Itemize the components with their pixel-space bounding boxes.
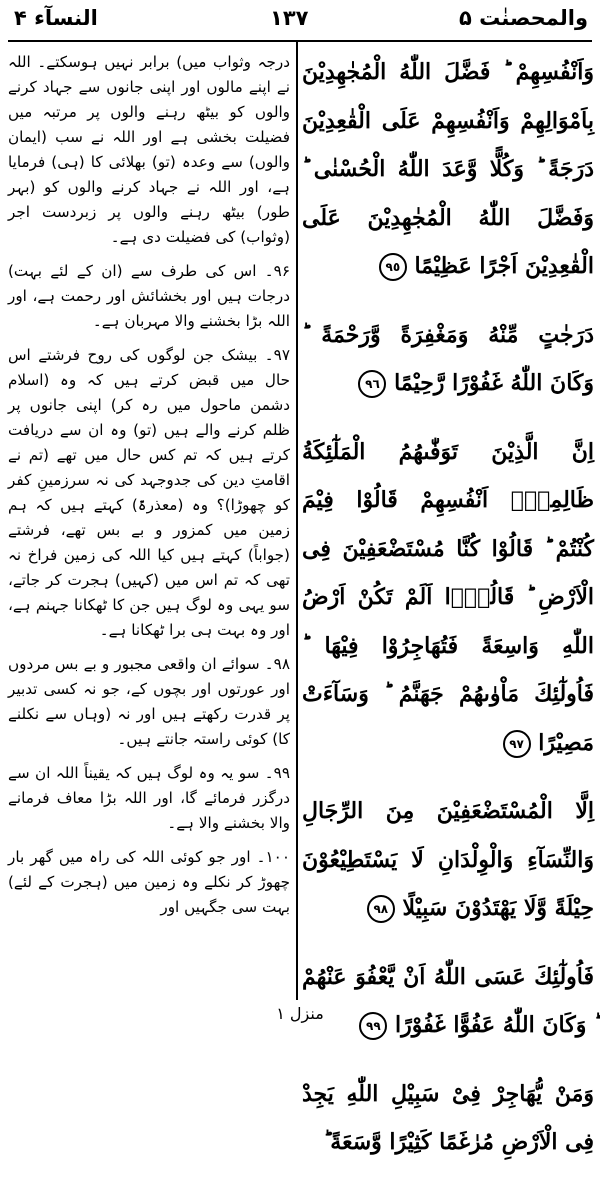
surah-name: النسآء ۴: [14, 6, 98, 30]
translation-paragraph: ۹۸۔ سوائے ان واقعی مجبور و بے بس مردوں اور عورتوں اور بچوں کے، جو نہ کسی تدبیر پر قدرت رکھتے ہیں اور نہ (وہاں سے نکلنے کا) کوئی راستہ جانتے ہیں۔: [8, 655, 290, 748]
arabic-verse-text: وَاَنْفُسِهِمْ ؕ فَضَّلَ اللّٰهُ الْمُجٰهِدِيْنَ بِاَمْوَالِهِمْ وَاَنْفُسِهِمْ عَلَى الْقٰعِدِيْنَ دَرَجَةً ؕ وَكُلًّا وَّعَدَ اللّٰهُ الْحُسْنٰى ؕ وَفَضَّلَ اللّٰهُ الْمُجٰهِدِيْنَ عَلَى الْقٰعِدِيْنَ اَجْرًا عَظِيْمًا: [302, 59, 594, 279]
translation-paragraph: ۹۶۔ اس کی طرف سے (ان کے لئے بہت) درجات ہیں اور بخشائش اور رحمت ہے، اور اللہ بڑا بخشنے والا مہربان ہے۔: [8, 262, 290, 330]
arabic-verse-block: [302, 953, 594, 1050]
manzil-footer: منزل ١: [276, 1004, 324, 1023]
ayah-marker: ٩٧: [503, 730, 531, 758]
ayah-marker: ٩٥: [379, 253, 407, 281]
ayah-marker: ٩٨: [367, 895, 395, 923]
translation-paragraph: درجہ وثواب میں) برابر نہیں ہوسکتے۔ اللہ نے اپنے مالوں اور اپنی جانوں سے جہاد کرنے والوں کو بیٹھ رہنے والوں پر مرتبہ میں فضیلت بخشی ہے اور اللہ نے سب (ایمان والوں) سے وعدہ (تو) بھلائی کا (ہی) فرمایا ہے، اور اللہ نے جہاد کرنے والوں کو (بہر طور) بیٹھ رہنے والوں پر زبردست اجر (وثواب) کی فضیلت دی ہے۔: [8, 53, 290, 246]
header-divider: [8, 40, 592, 42]
arabic-verse-block: [302, 311, 594, 408]
arabic-verse-text: وَمَنْ يُّهَاجِرْ فِىْ سَبِيْلِ اللّٰهِ يَجِدْ فِى الْاَرْضِ مُرٰغَمًا كَثِيْرًا وَّسَعَةً ؕ: [302, 1080, 594, 1155]
juz-name: والمحصنٰت ۵: [459, 6, 588, 30]
arabic-verse-block: [302, 1070, 594, 1167]
arabic-verse-block: [302, 48, 594, 291]
translation-paragraph: ۱۰۰۔ اور جو کوئی اللہ کی راہ میں گھر بار چھوڑ کر نکلے وہ زمین میں (ہجرت کے لئے) بہت سی جگہیں اور: [8, 848, 290, 916]
urdu-translation-column: [8, 50, 290, 929]
page-number: ١٣٧: [270, 6, 309, 30]
translation-paragraph: ۹۹۔ سو یہ وہ لوگ ہیں کہ یقیناً اللہ ان سے درگزر فرمائے گا، اور اللہ بڑا معاف فرمانے والا بخشنے والا ہے۔: [8, 764, 290, 832]
arabic-verse-block: [302, 787, 594, 933]
arabic-verse-text: دَرَجٰتٍ مِّنْهُ وَمَغْفِرَةً وَّرَحْمَةً ؕ وَكَانَ اللّٰهُ غَفُوْرًا رَّحِيْمًا: [302, 321, 594, 396]
arabic-verse-block: [302, 428, 594, 768]
arabic-verse-text: اِلَّا الْمُسْتَضْعَفِيْنَ مِنَ الرِّجَالِ وَالنِّسَآءِ وَالْوِلْدَانِ لَا يَسْتَطِيْعُوْنَ حِيْلَةً وَّلَا يَهْتَدُوْنَ سَبِيْلًا: [302, 798, 594, 921]
column-divider: [296, 42, 298, 1000]
page-header: [0, 0, 600, 40]
translation-paragraph: ۹۷۔ بیشک جن لوگوں کی روح فرشتے اس حال میں قبض کرتے ہیں کہ وہ (اسلام دشمن ماحول میں رہ کر) اپنی جانوں پر ظلم کرنے والے ہیں (تو) وہ ان سے دریافت کرتے ہیں کہ تم کس حال میں تھے (تم نے اقامتِ دین کی جدوجہد کی نہ سرزمینِ کفر کو چھوڑا)؟ وہ (معذرۃً) کہتے ہیں کہ ہم زمین میں کمزور و بے بس تھے، فرشتے (جواباً) کہتے ہیں کیا اللہ کی زمین فراخ نہ تھی کہ تم اس میں (کہیں) ہجرت کر جاتے، سو یہی وہ لوگ ہیں جن کا ٹھکانا جہنم ہے، اور وہ بہت ہی برا ٹھکانا ہے۔: [8, 346, 290, 639]
ayah-marker: ٩٦: [358, 370, 386, 398]
ayah-marker: ٩٩: [359, 1012, 387, 1040]
arabic-verse-text: اِنَّ الَّذِيْنَ تَوَفّٰىهُمُ الْمَلٰٓئِكَةُ ظَالِمِيْۤ اَنْفُسِهِمْ قَالُوْا فِيْمَ كُنْتُمْ ؕ قَالُوْا كُنَّا مُسْتَضْعَفِيْنَ فِى الْاَرْضِ ؕ قَالُوْۤا اَلَمْ تَكُنْ اَرْضُ اللّٰهِ وَاسِعَةً فَتُهَاجِرُوْا فِيْهَا ؕ فَاُولٰٓئِكَ مَاْوٰىهُمْ جَهَنَّمُ ؕ وَسَآءَتْ مَصِيْرًا: [302, 438, 594, 756]
arabic-verse-text: فَاُولٰٓئِكَ عَسَى اللّٰهُ اَنْ يَّعْفُوَ عَنْهُمْ ؕ وَكَانَ اللّٰهُ عَفُوًّا غَفُوْرًا: [302, 963, 594, 1038]
